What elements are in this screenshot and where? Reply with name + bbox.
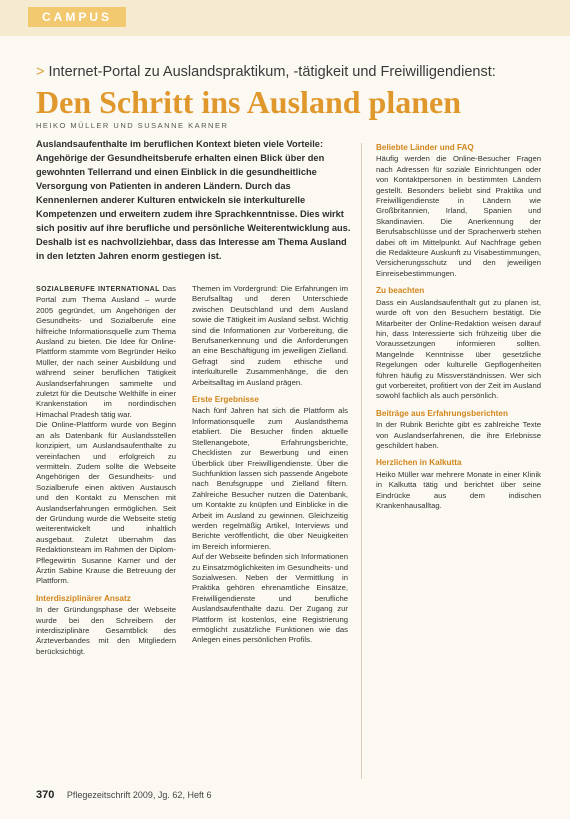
paragraph: Auf der Webseite befinden sich Informationen zu Einsatzmöglichkeiten im Gesundheits- und Sozialwesen. Neben der Vermittlung in Praktika gehören ehrenamtliche Einsätze, Freiwilligendienste und berufliche Auslandsaufenthalte dazu. Der Zugang zur Plattform ist kostenlos, eine Registrierung ermöglicht zusätzliche Funktionen wie das Anlegen eines persönlichen Profils. (192, 552, 348, 645)
subheading: Herzlichen in Kalkutta (376, 458, 462, 468)
paragraph: Themen im Vordergrund: Die Erfahrungen im Berufsalltag und deren Unterschiede zwischen Deutschland und dem Ausland sowie die Tätigkeit im Ausland selbst. Wichtig sind die Informationen zur Vorbereitung, die Berufsanerkennung und die Anforderungen an eine Beschäftigung im jeweiligen Zielland. Gefragt sind zudem ethische und interkulturelle Zusammenhänge, die den Arbeitsalltag im Ausland prägen. (192, 284, 348, 387)
body-column-1 (36, 284, 176, 657)
article-lead: Auslandsaufenthalte im beruflichen Kontext bieten viele Vorteile: Angehörige der Gesundheitsberufe erhalten einen Blick über den gewohnten Tellerrand und einen Einblick in die gesundheitliche Versorgung von Patienten in anderen Ländern. Durch das Kennenlernen anderer Kulturen entwickeln sie interkulturelle Kompetenzen und erweitern zudem ihre Sprachkenntnisse. Dies wirkt sich positiv auf ihre berufliche und persönliche Weiterentwicklung aus. Deshalb ist es nachvollziehbar, dass das Interesse am Thema Ausland in den letzten Jahren enorm gestiegen ist. (36, 139, 351, 261)
section-tag: CAMPUS (28, 7, 126, 27)
kicker-text: Internet-Portal zu Auslandspraktikum, -tätigkeit und Freiwilligendienst: (48, 64, 496, 80)
sidebar-column (376, 143, 541, 511)
page-footer (36, 789, 211, 801)
subheading: Beiträge aus Erfahrungsberichten (376, 408, 508, 418)
paragraph: Nach fünf Jahren hat sich die Plattform als Informationsquelle zum Auslandsthema etabliert. Die Besucher finden aktuelle Stellenangebote, Erfahrungsberichte, Checklisten zur Bewerbung und einen Überblick über Freiwilligendienste. Über die Suchfunktion lassen sich passende Angebote nach Berufsgruppe und Zielland filtern. Zahlreiche Besucher nutzen die Datenbank, um Kontakte zu knüpfen und Einblicke in die Arbeit im Ausland zu gewinnen. Gleichzeitig werden regelmäßig Artikel, Interviews und Berichte veröffentlicht, die über Neuigkeiten im Bereich informieren. (192, 406, 348, 551)
paragraph-text: Das Portal zum Thema Ausland – wurde 2005 gegründet, um Angehörigen der Gesundheits- und Sozialberufe eine hilfreiche Informationsquelle zum Thema Ausland zu bieten. Die Idee für Online-Plattform stammte vom Begründer Heiko Müller, der nach seiner Ausbildung und während seiner beruflichen Tätigkeit Auslandserfahrungen sammelte und zuletzt für die Deutsche Welthilfe in einer Krankenstation im nordindischen Himachal Pradesh tätig war. (36, 284, 176, 419)
subheading: Erste Ergebnisse (192, 395, 259, 405)
column-divider (361, 143, 362, 779)
paragraph: In der Rubrik Berichte gibt es zahlreiche Texte von Auslandserfahrenen, die ihre Erlebnisse geschildert haben. (376, 420, 541, 450)
paragraph (36, 284, 176, 420)
paragraph: Dass ein Auslandsaufenthalt gut zu planen ist, wurde oft von den Besuchern bestätigt. Die Mitarbeiter der Online-Redaktion weisen darauf hin, dass Interessierte sich frühzeitig über die Voraussetzungen informieren sollten. Mangelnde Kenntnisse über gesetzliche Regelungen oder kulturelle Gepflogenheiten führen häufig zu Missverständnissen. Wer sich gut vorbereitet, profitiert von der Zeit im Ausland sowohl fachlich als auch persönlich. (376, 297, 541, 401)
paragraph: In der Gründungsphase der Webseite wurde bei den Schreibern der interdisziplinäre Gesamtblick des Ärzteverbandes mit den Mitgliedern berücksichtigt. (36, 605, 176, 656)
article-kicker (36, 64, 536, 80)
arrow-icon: > (36, 64, 45, 80)
header-band (0, 0, 570, 36)
subheading: Interdisziplinärer Ansatz (36, 593, 131, 603)
article-title: Den Schritt ins Ausland planen (36, 84, 462, 120)
paragraph: Heiko Müller war mehrere Monate in einer Klinik in Kalkutta tätig und berichtet über seine Eindrücke aus dem indischen Krankenhausalltag. (376, 469, 541, 510)
body-column-2 (192, 284, 348, 646)
article-authors: HEIKO MÜLLER UND SUSANNE KARNER (36, 121, 229, 130)
page-number: 370 (36, 789, 55, 801)
journal-citation: Pflegezeitschrift 2009, Jg. 62, Heft 6 (66, 790, 212, 800)
paragraph: Häufig werden die Online-Besucher Fragen nach Adressen für soziale Einrichtungen oder von Kontaktpersonen in bestimmten Ländern gestellt. Besonders beliebt sind Praktika und Freiwilligendienste in Ländern wie Großbritannien, Irland, Spanien und Skandinavien. Die Anerkennung der Berufsabschlüsse und der Spracherwerb stehen dabei oft im Mittelpunkt. Auf Nachfrage geben die Redakteure Auskunft zu Visabestimmungen, Versicherungsschutz und den jeweiligen Einreisebestimmungen. (376, 154, 541, 278)
run-in-heading: SOZIALBERUFE INTERNATIONAL (36, 286, 160, 293)
paragraph: Die Online-Plattform wurde von Beginn an als Datenbank für Auslandsstellen konzipiert, um Auslandsaufenthalte zu vereinfachen und erfolgreich zu vermitteln. Zudem sollte die Webseite Angehörigen der Gesundheits- und Sozialberufe einen aktiven Austausch und den Kontakt zu Menschen mit Auslandserfahrungen ermöglichen. Seit der Gründung wurde die Webseite stetig weiterentwickelt und inhaltlich ausgebaut. Zuletzt übernahm das Redaktionsteam im Rahmen der Diplom-Pflegewirtin Susanne Karner und der Ärztin Sabine Krause die Betreuung der Plattform. (36, 420, 176, 586)
subheading: Beliebte Länder und FAQ (376, 143, 474, 152)
subheading: Zu beachten (376, 286, 425, 296)
